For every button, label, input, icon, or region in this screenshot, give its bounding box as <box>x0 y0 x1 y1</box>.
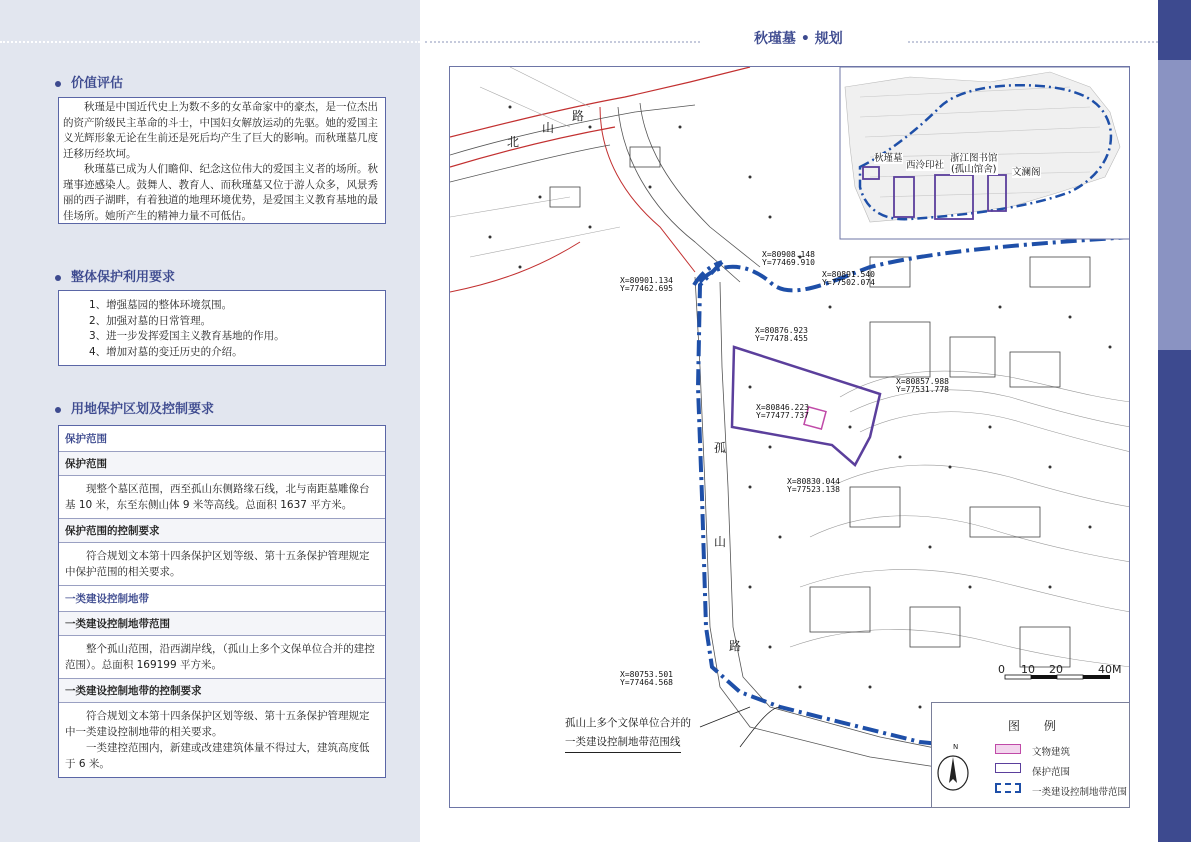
coord-x: X=80908.148 <box>762 250 815 259</box>
building <box>970 507 1040 537</box>
table-subheading: 保护范围 <box>59 452 385 476</box>
coord-x: X=80846.223 <box>756 403 809 412</box>
value-paragraph: 秋瑾是中国近代史上为数不多的女革命家中的豪杰，是一位杰出的资产阶级民主革命的斗士，中国妇女解放运动的先驱。她的爱国主义光辉形象无论在生前还是死后均产生了巨大的影响。而秋瑾墓几度迁移历经坎坷。 <box>63 101 378 160</box>
bullet-icon <box>55 81 61 87</box>
coord-y: Y=77502.074 <box>822 278 875 287</box>
scale-tick: 20 <box>1049 663 1063 676</box>
inset-label-xiling: 西泠印社 <box>906 160 945 171</box>
scale-tick: 0 <box>998 663 1005 676</box>
legend-protect-swatch <box>995 763 1021 773</box>
legend <box>931 702 1130 808</box>
bullet-icon <box>55 275 61 281</box>
terrain-line <box>450 67 620 257</box>
coord-x: X=80876.923 <box>755 326 808 335</box>
road-edge <box>618 107 740 282</box>
table-subheading: 一类建设控制地带范围 <box>59 612 385 636</box>
road-edge <box>450 145 610 182</box>
coord-y: Y=77478.455 <box>755 334 808 343</box>
north-arrow-icon <box>936 753 970 793</box>
bullet-icon <box>55 407 61 413</box>
site-plan-map <box>449 66 1130 808</box>
coord-y: Y=77477.737 <box>756 411 809 420</box>
coord-x: X=80891.540 <box>822 270 875 279</box>
dotted-divider <box>908 41 1158 43</box>
table-text: 整个孤山范围，沿西湖岸线，（孤山上多个文保单位合并的建控范围）。总面积 169199 平方米。 <box>59 636 385 679</box>
road-label: 路 <box>572 109 585 123</box>
road-label: 山 <box>542 121 555 135</box>
dotted-divider <box>425 41 700 43</box>
landuse-table <box>58 425 386 778</box>
building <box>1010 352 1060 387</box>
coord-x: X=80901.134 <box>620 276 673 285</box>
coordinate-label <box>620 671 673 687</box>
dotted-divider <box>0 41 420 43</box>
coord-x: X=80830.044 <box>787 477 840 486</box>
table-text: 一类建控范围内，新建或改建建筑体量不得过大，建筑高度低于 6 米。 <box>65 742 370 770</box>
callout-text <box>565 714 691 753</box>
building <box>850 487 900 527</box>
legend-title: 图 例 <box>1008 719 1066 733</box>
list-item: 1、增强墓园的整体环境氛围。 <box>89 299 233 311</box>
coord-y: Y=77469.910 <box>762 258 815 267</box>
section-title-text: 价值评估 <box>71 76 124 91</box>
table-heading: 一类建设控制地带 <box>59 586 385 612</box>
road-label: 路 <box>729 639 742 653</box>
building <box>1030 257 1090 287</box>
section-title-text: 用地保护区划及控制要求 <box>71 402 215 417</box>
contour-line <box>830 465 1130 507</box>
table-text-group <box>59 703 385 777</box>
contour-line <box>850 390 1130 427</box>
side-bar-band <box>1158 60 1191 350</box>
side-bar <box>1158 0 1191 842</box>
legend-item: 一类建设控制地带范围 <box>1032 787 1128 798</box>
building <box>810 587 870 632</box>
coordinate-label <box>755 327 808 343</box>
map-drawing <box>450 67 1130 808</box>
legend-item: 保护范围 <box>1032 767 1071 778</box>
coordinate-label <box>762 251 815 267</box>
coord-y: Y=77464.568 <box>620 678 673 687</box>
coordinate-label <box>822 271 875 287</box>
road-label: 孤 <box>714 441 727 455</box>
coord-y: Y=77523.138 <box>787 485 840 494</box>
value-paragraph: 秋瑾墓已成为人们瞻仰、纪念这位伟大的爱国主义者的场所。秋瑾事迹感染人。鼓舞人、教育人、而秋瑾墓又位于游人众多，风景秀丽的西子湖畔，有着独道的地理环境优势，是爱国主义教育基地的最佳场所。她所产生的精神力量不可低估。 <box>63 163 378 222</box>
section-title-protect <box>55 266 175 285</box>
scale-tick: 10 <box>1021 663 1035 676</box>
building <box>1020 627 1070 667</box>
table-heading: 保护范围 <box>59 426 385 452</box>
road-label: 北 <box>507 135 520 149</box>
table-subheading: 一类建设控制地带的控制要求 <box>59 679 385 703</box>
coordinate-label <box>620 277 673 293</box>
page-title: 秋瑾墓 • 规划 <box>754 31 843 47</box>
value-box <box>58 97 386 224</box>
contour-line <box>860 412 1130 452</box>
table-subheading: 保护范围的控制要求 <box>59 519 385 543</box>
table-text: 符合规划文本第十四条保护区划等级、第十五条保护管理规定中一类建设控制地带的相关要求。 <box>65 710 370 738</box>
north-label: N <box>953 743 959 751</box>
contour-line <box>800 570 1130 613</box>
coord-x: X=80753.501 <box>620 670 673 679</box>
contour-line <box>840 371 1130 402</box>
inset-label-wenlan: 文澜阁 <box>1012 167 1041 178</box>
legend-item: 文物建筑 <box>1032 747 1071 758</box>
list-item: 2、加强对墓的日常管理。 <box>89 314 212 327</box>
road-red-line <box>450 67 750 137</box>
road-edge <box>720 282 1060 762</box>
building <box>550 187 580 207</box>
section-title-value <box>55 72 123 91</box>
table-text: 符合规划文本第十四条保护区划等级、第十五条保护管理规定中保护范围的相关要求。 <box>59 543 385 586</box>
inset-label-library: 浙江图书馆 (孤山馆舍) <box>950 153 998 175</box>
road-red-line <box>600 107 695 272</box>
section-title-landuse <box>55 398 214 417</box>
list-item: 3、进一步发挥爱国主义教育基地的作用。 <box>89 330 285 342</box>
callout-line: 孤山上多个文保单位合并的 <box>565 717 691 729</box>
road-red-line <box>450 242 580 292</box>
section-title-text: 整体保护利用要求 <box>71 270 176 285</box>
coordinate-label <box>787 478 840 494</box>
scale-end-label: 40M <box>1098 663 1122 676</box>
protect-box <box>58 290 386 366</box>
building <box>910 607 960 647</box>
callout-leader <box>740 707 780 747</box>
inset-label-qiujin: 秋瑾墓 <box>874 153 903 164</box>
building <box>630 147 660 167</box>
coord-x: X=80857.988 <box>896 377 949 386</box>
callout-line: 一类建设控制地带范围线 <box>565 733 681 753</box>
legend-zone-swatch <box>995 783 1021 793</box>
road-edge <box>640 103 760 267</box>
coordinate-label <box>896 378 949 394</box>
coordinate-label <box>756 404 809 420</box>
left-panel <box>0 0 420 842</box>
building <box>870 322 930 377</box>
list-item: 4、增加对墓的变迁历史的介绍。 <box>89 345 243 358</box>
table-text: 现整个墓区范围，西至孤山东侧路缘石线，北与南距墓雕像台基 10 米，东至东侧山体 9 米等高线。总面积 1637 平方米。 <box>59 476 385 519</box>
road-label: 山 <box>714 535 727 549</box>
coord-y: Y=77462.695 <box>620 284 673 293</box>
legend-heritage-swatch <box>995 744 1021 754</box>
coord-y: Y=77531.778 <box>896 385 949 394</box>
